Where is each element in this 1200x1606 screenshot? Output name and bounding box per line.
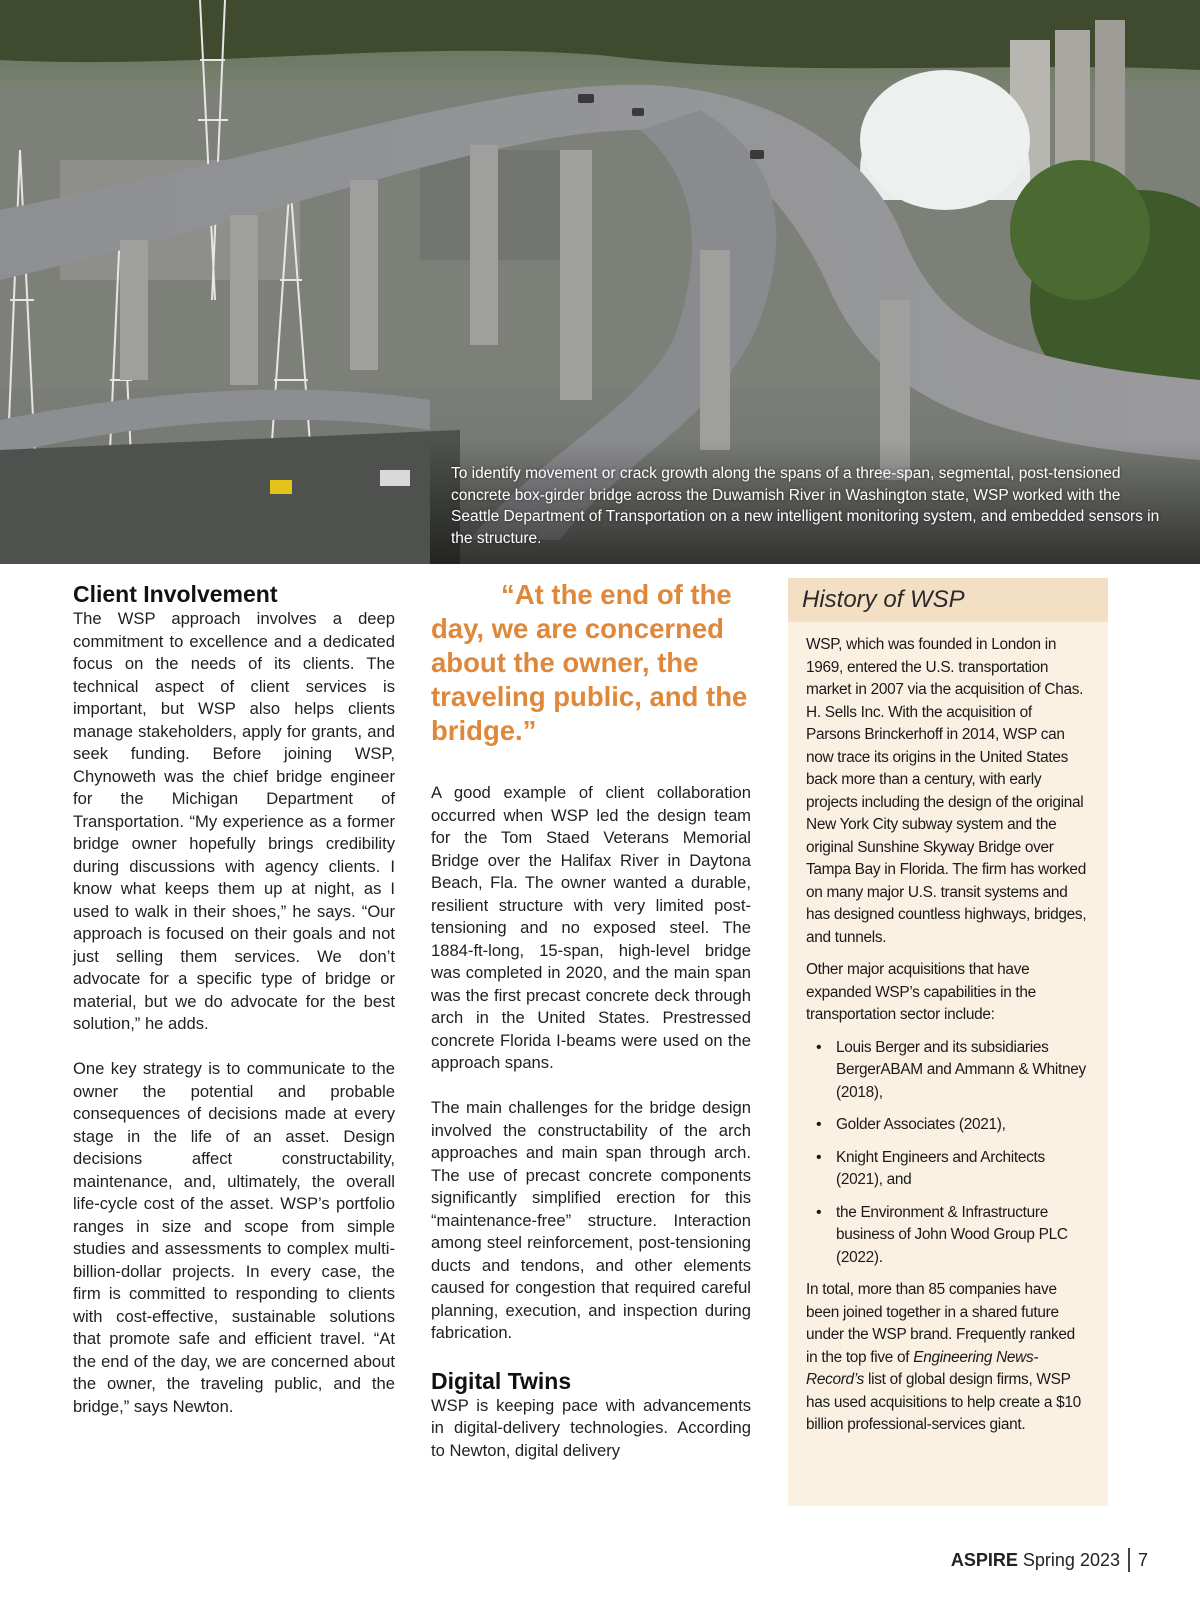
photo-caption: To identify movement or crack growth along the spans of a three-span, segmental, post-tensioned concrete box-girder bridge across the Duwamish River in Washington state, WSP worked with the Seattle Department of Transportation on a new intelligent monitoring system, and embedded sensors in the structure. <box>451 465 1160 547</box>
list-item: • Knight Engineers and Architects (2021), and <box>836 1147 1090 1192</box>
page-number: 7 <box>1137 1549 1148 1570</box>
pull-quote: “At the end of the day, we are concerned about the owner, the traveling public, and the bridge.” <box>431 579 748 746</box>
magazine-brand: ASPIRE <box>950 1549 1018 1570</box>
sidebar-paragraph: Other major acquisitions that have expanded WSP’s capabilities in the transportation sector include: <box>806 961 1036 1023</box>
sidebar-header <box>788 578 1108 622</box>
body-paragraph: The main challenges for the bridge design involved the constructability of the arch approaches and main span through arch. The use of precast concrete components significantly simplified erection for this “maintenance-free” structure. Interaction among steel reinforcement, post-tensioning ducts and tendons, and other elements caused for congestion that required careful planning, execution, and inspection during fabrication. <box>431 1098 751 1342</box>
article-column-1 <box>73 580 395 1418</box>
body-paragraph: A good example of client collaboration occurred when WSP led the design team for the Tom Staed Veterans Memorial Bridge over the Halifax River in Daytona Beach, Fla. The owner wanted a durable, resilient structure with very limited post-tensioning and no exposed steel. The 1884-ft-long, 15-span, high-level bridge was completed in 2020, and the main span was the first precast concrete deck through arch in the United States. Prestressed concrete Florida I-beams were used on the approach spans. <box>431 783 751 1072</box>
publication-name: Engineering News-Record’s <box>806 1348 1039 1388</box>
sidebar-body <box>788 622 1108 1437</box>
list-item: • Louis Berger and its subsidiaries BergerABAM and Ammann & Whitney (2018), <box>836 1037 1090 1105</box>
closing-text: In total, more than 85 companies have been joined together in a shared future under the WSP brand. Frequently ranked in the top five of <box>806 1281 1075 1366</box>
sidebar-paragraph-closing <box>806 1279 1090 1437</box>
page-footer <box>951 1548 1148 1572</box>
list-item: • Golder Associates (2021), <box>836 1114 1090 1137</box>
list-item: • the Environment & Infrastructure business of John Wood Group PLC (2022). <box>836 1202 1090 1270</box>
body-paragraph: WSP is keeping pace with advancements in digital-delivery technologies. According to Newton, digital delivery <box>431 1395 751 1460</box>
hero-photo <box>0 0 1200 564</box>
acquisitions-list <box>806 1037 1090 1270</box>
sidebar-paragraph: WSP, which was founded in London in 1969, entered the U.S. transportation market in 2007 via the acquisition of Chas. H. Sells Inc. With the acquisition of Parsons Brinckerhoff in 2014, WSP can now trace its origins in the United States back more than a century, with early projects including the design of the original New York City subway system and the original Sunshine Skyway Bridge over Tampa Bay in Florida. The firm has worked on many major U.S. transit systems and has designed countless highways, bridges, and tunnels. <box>806 636 1087 946</box>
body-paragraph: The WSP approach involves a deep commitment to excellence and a dedicated focus on the needs of its clients. The technical aspect of client services is important, but WSP also helps clients manage stakeholders, apply for grants, and seek funding. Before joining WSP, Chynoweth was the chief bridge engineer for the Michigan Department of Transportation. “My experience as a former bridge owner hopefully brings credibility during discussions with agency clients. I know what keeps them up at night, as I used to walk in their shoes,” he says. “Our approach is focused on their goals and not just selling them services. We don’t advocate for a specific type of bridge or material, but we do advocate for the best solution,” he adds. <box>73 609 395 1033</box>
history-sidebar <box>788 578 1108 1506</box>
sidebar-title: History of WSP <box>802 586 965 613</box>
issue-label: Spring 2023 <box>1022 1549 1120 1570</box>
article-column-2 <box>431 578 751 1462</box>
body-paragraph: One key strategy is to communicate to the owner the potential and probable consequences of decisions made at every stage in the life of an asset. Design decisions affect constructability, maintenance, and, ultimately, the overall life-cycle cost of the asset. WSP’s portfolio ranges in size and scope from simple studies and assessments to complex multi-billion-dollar projects. In every case, the firm is committed to responding to clients with cost-effective, sustainable solutions that promote safe and efficient travel. “At the end of the day, we are concerned about the owner, the traveling public, and the bridge,” says Newton. <box>73 1059 395 1416</box>
closing-text-end: list of global design firms, WSP has used acquisitions to help create a $10 billion professional-services giant. <box>806 1371 1081 1433</box>
section-heading-digital-twins: Digital Twins <box>431 1367 572 1394</box>
footer-divider <box>1128 1548 1130 1572</box>
section-heading-client-involvement: Client Involvement <box>73 581 278 607</box>
